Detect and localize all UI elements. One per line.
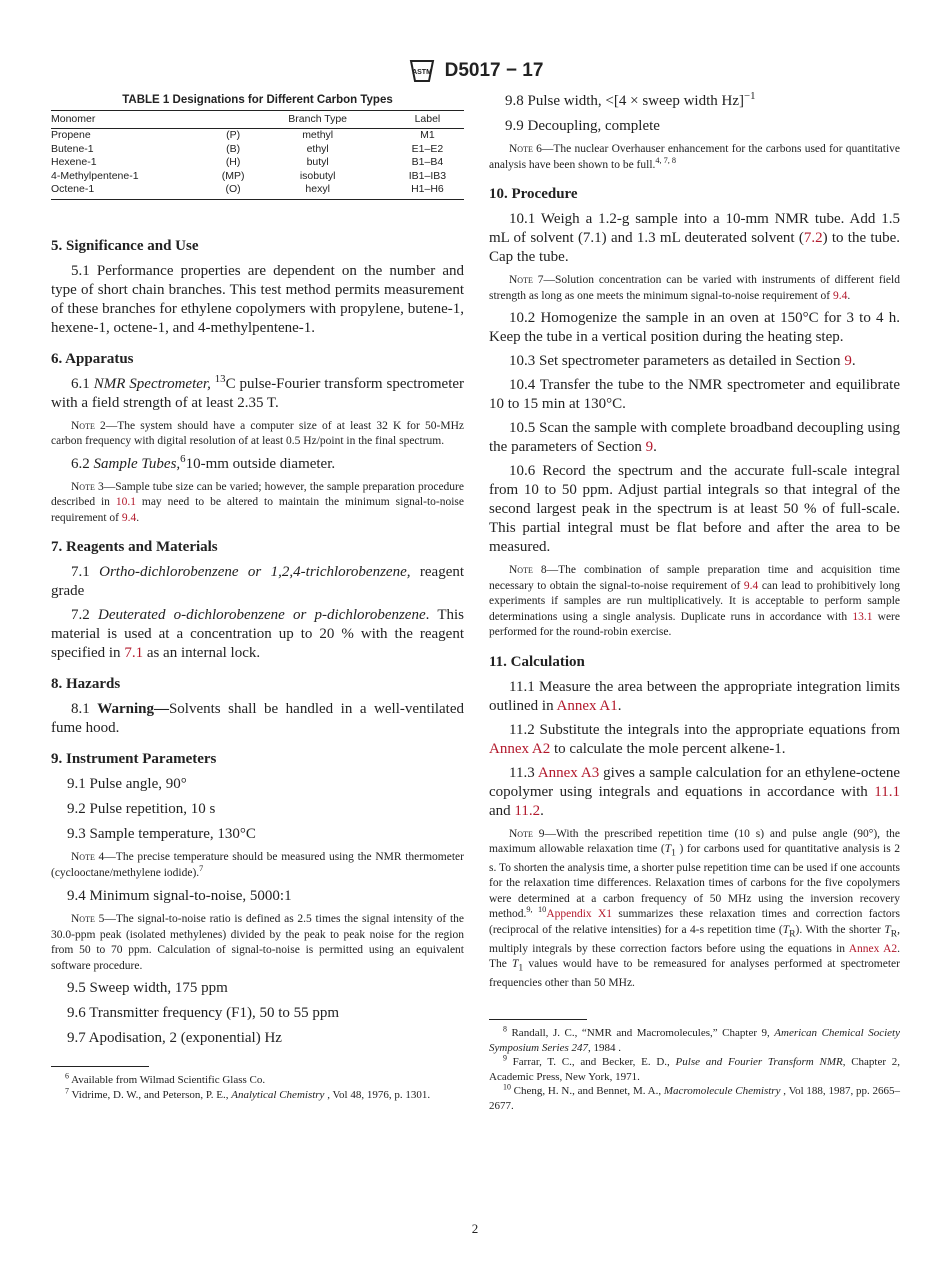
table-row [51,129,464,143]
para-10-1: 10.1 Weigh a 1.2-g sample into a 10-mm NMR tube. Add 1.5 mL of solvent (7.1) and 1.3 mL deuterated solvent (7.2) to the tube. Cap the tube. [489,211,900,265]
table-cell: methyl [302,129,334,141]
link-10-1[interactable]: 10.1 [115,496,136,509]
col-branch-type: Branch Type [244,111,390,129]
para-6-1: 6.1 NMR Spectrometer, $^{13}$C pulse-Fourier transform spectrometer with a field strength of at least 2.35 T. [51,372,465,411]
link-section-9[interactable]: 9 [645,439,654,455]
table-cell: M1 [420,129,435,141]
table-row [51,183,464,199]
link-9-4[interactable]: 9.4 [121,511,137,524]
link-appendix-x1[interactable]: Appendix X1 [546,908,613,921]
section-8-heading: 8. Hazards [51,676,121,693]
note-2: Note 2—The system should have a computer size of at least 32 K for 50-MHz carbon frequency with digital resolution of at least 0.5 Hz/point in the final spectrum. [51,419,464,448]
right-column [489,92,900,1113]
table-cell: butyl [306,156,329,169]
link-9-4[interactable]: 9.4 [832,289,848,302]
footnote-7: $^7$ Vidrime, D. W., and Peterson, P. E., Analytical Chemistry , Vol 48, 1976, p. 1301. [65,1086,431,1101]
section-10-heading: 10. Procedure [489,186,578,202]
note-7: Note 7—Solution concentration can be varied with instruments of different field strength as long as one meets the minimum signal-to-noise requirement of 9.4. [489,274,900,302]
para-11-2: 11.2 Substitute the integrals into the appropriate equations from Annex A2 to calculate the mole percent alkene-1. [489,721,900,757]
table-cell: (B) [226,142,241,155]
table-cell: B1–B4 [411,156,444,169]
link-annex-a2[interactable]: Annex A2 [489,740,551,757]
link-11-2[interactable]: 11.2 [514,802,541,819]
para-10-6: 10.6 Record the spectrum and the accurate full-scale integral from 10 to 50 ppm. Adjust partial integrals so that integral of the second largest peak in the spectrum is at least 50 % of full-scale. This partial integral must be flat before and after the area to be measured. [489,463,900,555]
para-5-1: 5.1 Performance properties are dependent on the number and type of short chain branches. This test method permits measurement of these branches for ethylene copolymers with propylene, butene-1, hexene-1, octene-1, and 4-methylpentene-1. [51,262,464,336]
section-7-heading: 7. Reagents and Materials [51,539,218,556]
table-header-row [51,111,464,129]
note-6: Note 6—The nuclear Overhauser enhancement for the carbons used for quantitative analysis have been shown to be full.$^{4, 7, 8}$ [489,143,900,171]
section-5-heading: 5. Significance and Use [51,237,199,254]
table-cell: Octene-1 [51,183,222,199]
para-10-2: 10.2 Homogenize the sample in an oven at 150°C for 3 to 4 h. Keep the tube in a vertical position during the heating step. [489,310,900,345]
para-10-3: 10.3 Set spectrometer parameters as detailed in Section 9. [509,353,856,369]
section-9-heading: 9. Instrument Parameters [51,751,217,768]
table-cell: H1–H6 [391,183,464,199]
footnote-rule [51,1066,149,1067]
footnote-9: $^9$ Farrar, T. C., and Becker, E. D., Pulse and Fourier Transform NMR, Chapter 2, Academic Press, New York, 1971. [489,1053,901,1083]
para-10-4: 10.4 Transfer the tube to the NMR spectrometer and equilibrate 10 to 15 min at 130°C. [489,377,900,412]
table-row [51,143,464,157]
table-cell: Propene [51,129,91,141]
carbon-types-table [51,110,464,200]
left-column [51,92,464,1102]
table-cell: (O) [222,183,245,199]
page-number: 2 [471,1221,479,1236]
para-9-5: 9.5 Sweep width, 175 ppm [67,980,228,997]
link-annex-a2[interactable]: Annex A2 [848,942,898,955]
para-7-1: 7.1 Ortho-dichlorobenzene or 1,2,4-trichlorobenzene, reagent grade [51,564,465,600]
svg-text:ASTM: ASTM [411,69,432,76]
table-row [51,170,464,184]
section-11-heading: 11. Calculation [489,653,585,670]
link-annex-a1[interactable]: Annex A1 [556,697,618,714]
para-11-1: 11.1 Measure the area between the appropriate integration limits outlined in Annex A1. [489,678,900,714]
para-9-2: 9.2 Pulse repetition, 10 s [67,801,216,818]
note-4: Note 4—The precise temperature should be measured using the NMR thermometer (cyclooctane/methylene iodide).$^7$ [51,851,464,879]
para-9-1: 9.1 Pulse angle, 90° [67,776,187,793]
table-cell: 4-Methylpentene-1 [51,169,139,182]
para-9-7: 9.7 Apodisation, 2 (exponential) Hz [67,1030,282,1047]
table-cell: (P) [226,129,241,141]
astm-logo-icon [407,58,437,84]
link-13-1[interactable]: 13.1 [852,610,873,623]
table-cell: ethyl [306,142,329,155]
para-6-2: 6.2 Sample Tubes,$^6$10-mm outside diameter. [71,452,336,472]
table-cell: (MP) [221,169,245,182]
para-11-3: 11.3 Annex A3 gives a sample calculation for an ethylene-octene copolymer using integrals and equations in accordance with 11.1 and 11.2. [489,764,901,819]
note-3: Note 3—Sample tube size can be varied; however, the sample preparation procedure described in 10.1 may need to be altered to maintain the minimum signal-to-noise requirement of 9.4. [51,480,464,524]
link-9-4[interactable]: 9.4 [743,579,759,592]
standard-designation: D5017 − 17 [444,60,544,81]
col-label: Label [391,111,464,129]
para-9-3: 9.3 Sample temperature, 130°C [67,826,256,843]
para-9-4: 9.4 Minimum signal-to-noise, 5000:1 [67,888,292,905]
table-cell: hexyl [244,183,390,199]
footnote-8: $^8$ Randall, J. C., “NMR and Macromolecules,” Chapter 9, American Chemical Society Symposium Series 247, 1984 . [489,1024,900,1054]
para-9-9: 9.9 Decoupling, complete [505,118,660,134]
page-header [0,56,950,86]
para-9-8: 9.8 Pulse width, <[4 × sweep width Hz]$^{-1}$ [505,90,756,109]
link-11-1[interactable]: 11.1 [874,783,900,800]
col-abbr [222,111,245,129]
footnote-10: $^{10}$ Cheng, H. N., and Bennet, M. A., Macromolecule Chemistry , Vol 188, 1987, pp. 2665–2677. [489,1082,901,1112]
para-7-2: 7.2 Deuterated o-dichlorobenzene or p-dichlorobenzene. This material is used at a concentration up to 20 % with the reagent specified in 7.1 as an internal lock. [51,607,464,662]
para-8-1: 8.1 Warning—Solvents shall be handled in a well-ventilated fume hood. [51,701,465,737]
table1-title: TABLE 1 Designations for Different Carbon Types [122,94,393,106]
table-cell: isobutyl [299,169,336,182]
table-cell: Butene-1 [51,142,94,155]
para-9-6: 9.6 Transmitter frequency (F1), 50 to 55 ppm [67,1005,340,1022]
footnote-6: $^6$ Available from Wilmad Scientific Glass Co. [65,1071,266,1087]
para-10-5: 10.5 Scan the sample with complete broadband decoupling using the parameters of Section 9. [489,420,900,455]
link-7-2[interactable]: 7.2 [803,230,823,246]
table-cell: IB1–IB3 [408,169,447,182]
table-cell: (H) [225,156,241,169]
note-9: Note 9—With the prescribed repetition time (10 s) and pulse angle (90°), the maximum allowable relaxation time ($T_1$ ) for carbons used for quantitative analysis is 2 s. To shorten the analysis time, a shorter pulse repetition time can be used if one accounts for the relaxation time differences. Relaxation times of carbons for the five copolymers were determined at a carbon frequency of 50 MHz using the inversion recovery method.$^{9, 10}$Appendix X1 summarizes these relaxation times and correction factors (reciprocal of the relative intensities) for a 4-s repetition time $(T_R)$. With the shorter $T_R$, multiply integrals by these correction factors before using the equations in Annex A2. The $T_1$ values would have to be remeasured for analyses performed at spectrometer frequencies other than 50 MHz. [489,827,900,989]
footnote-rule [489,1019,587,1020]
table-cell: Hexene-1 [51,156,97,169]
table-row [51,156,464,170]
col-monomer: Monomer [51,111,222,129]
link-annex-a3[interactable]: Annex A3 [537,764,600,781]
link-7-1[interactable]: 7.1 [124,645,144,662]
note-5: Note 5—The signal-to-noise ratio is defined as 2.5 times the signal intensity of the 30.0-ppm peak (isolated methylenes) divided by the peak to peak noise for the region from 50 to 70 ppm. Calculation of signal-to-noise is permitted using an equivalent software procedure. [51,913,464,972]
note-8: Note 8—The combination of sample preparation time and acquisition time necessary to obtain the signal-to-noise requirement of 9.4 can lead to prohibitively long experiments if samples are run multiplicatively. It is acceptable to perform sample determinations using a single analysis. Duplicate runs in accordance with 13.1 were performed for the round-robin exercise. [489,564,901,638]
table-cell: E1–E2 [411,142,444,155]
section-6-heading: 6. Apparatus [51,350,134,367]
link-section-9[interactable]: 9 [844,353,852,369]
